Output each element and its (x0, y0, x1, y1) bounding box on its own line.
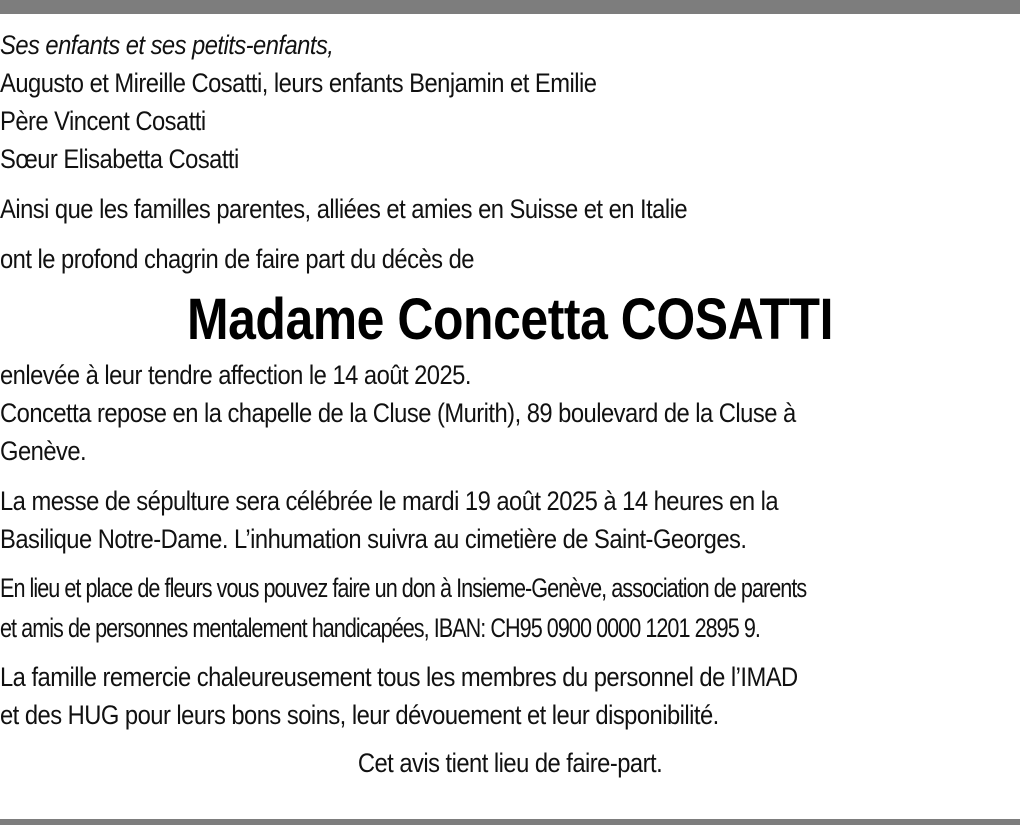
notice-body (0, 26, 1020, 782)
family-line-3: Sœur Elisabetta Cosatti (0, 144, 239, 174)
mass-line-1: La messe de sépulture sera célébrée le mardi 19 août 2025 à 14 heures en la (0, 486, 779, 516)
thanks-line-1: La famille remercie chaleureusement tous les membres du personnel de l’IMAD (0, 662, 798, 692)
rest-line-1: Concetta repose en la chapelle de la Cluse (Murith), 89 boulevard de la Cluse à (0, 398, 796, 428)
thanks-line-2: et des HUG pour leurs bons soins, leur dévouement et leur disponibilité. (0, 700, 719, 730)
top-rule (0, 0, 1020, 14)
announcement-line: ont le profond chagrin de faire part du décès de (0, 244, 474, 274)
donation-line-1: En lieu et place de fleurs vous pouvez faire un don à Insieme-Genève, association de parents (0, 573, 807, 603)
rest-line-2: Genève. (0, 436, 87, 466)
mass-line-2: Basilique Notre-Dame. L’inhumation suivra au cimetière de Saint-Georges. (0, 524, 747, 554)
closing-line: Cet avis tient lieu de faire-part. (357, 748, 663, 778)
bottom-rule (0, 819, 1020, 825)
family-line-1: Augusto et Mireille Cosatti, leurs enfants Benjamin et Emilie (0, 68, 597, 98)
death-line: enlevée à leur tendre affection le 14 août 2025. (0, 360, 471, 390)
family-line-2: Père Vincent Cosatti (0, 106, 206, 136)
donation-line-2: et amis de personnes mentalement handicapées, IBAN: CH95 0900 0000 1201 2895 9. (0, 613, 760, 643)
deceased-name: Madame Concetta COSATTI (186, 287, 834, 352)
intro-line: Ses enfants et ses petits-enfants, (0, 30, 334, 60)
relatives-line: Ainsi que les familles parentes, alliées et amies en Suisse et en Italie (0, 194, 688, 224)
